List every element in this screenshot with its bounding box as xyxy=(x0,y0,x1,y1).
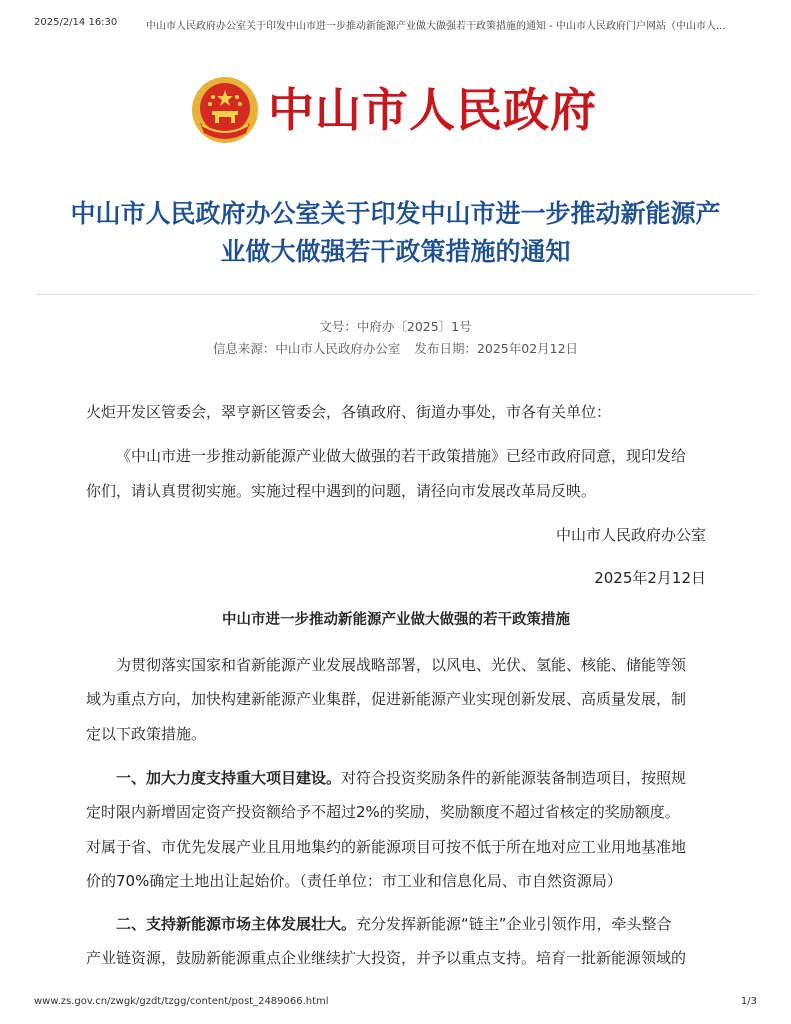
item-2-heading: 二、支持新能源市场主体发展壮大。 xyxy=(116,915,357,933)
paragraph-1-line-1: 《中山市进一步推动新能源产业做大做强的若干政策措施》已经市政府同意，现印发给 xyxy=(116,447,687,465)
doc-title xyxy=(40,195,751,271)
item-1-line-1 xyxy=(116,768,706,788)
doc-publish-date: 发布日期：2025年02月12日 xyxy=(414,341,579,356)
item-1-line-3: 对属于省、市优先发展产业且用地集约的新能源项目可按不低于所在地对应工业用地基准地 xyxy=(86,838,687,856)
item-1-line-1-rest: 对符合投资奖励条件的新能源装备制造项目，按照规 xyxy=(341,769,687,787)
item-1-line-2: 定时限内新增固定资产投资额给予不超过2%的奖励，奖励额度不超过省核定的奖励额度。 xyxy=(86,803,680,821)
doc-meta xyxy=(0,339,791,357)
item-2-line-2: 产业链资源，鼓励新能源重点企业继续扩大投资，并予以重点支持。培育一批新能源领域的 xyxy=(86,949,687,967)
print-header xyxy=(34,17,757,31)
paragraph-1-line-2: 你们，请认真贯彻实施。实施过程中遇到的问题，请径向市发展改革局反映。 xyxy=(86,482,597,500)
print-footer xyxy=(34,996,757,1010)
print-page-title: 中山市人民政府办公室关于印发中山市进一步推动新能源产业做大做强若干政策措施的通知 - 中山市人民政府门户网站（中山市人... xyxy=(146,21,726,32)
signature: 中山市人民政府办公室 xyxy=(555,526,706,544)
intro-line-2: 域为重点方向，加快构建新能源产业集群，促进新能源产业实现创新发展、高质量发展，制 xyxy=(86,690,687,708)
intro-line-3: 定以下政策措施。 xyxy=(86,725,207,743)
doc-source: 信息来源：中山市人民政府办公室 xyxy=(212,341,401,356)
sign-date: 2025年2月12日 xyxy=(594,569,706,587)
intro-line-1: 为贯彻落实国家和省新能源产业发展战略部署，以风电、光伏、氢能、核能、储能等领 xyxy=(116,656,687,674)
item-1-heading: 一、加大力度支持重大项目建设。 xyxy=(116,769,342,787)
doc-title-line-2: 业做大做强若干政策措施的通知 xyxy=(220,237,571,266)
page-indicator: 1/3 xyxy=(740,996,757,1007)
national-emblem-icon xyxy=(190,75,260,145)
doc-number: 文号：中府办〔2025〕1号 xyxy=(319,319,472,334)
salutation: 火炬开发区管委会，翠亨新区管委会，各镇政府、街道办事处，市各有关单位： xyxy=(86,403,612,421)
item-1-line-4: 价的70%确定土地出让起始价。（责任单位：市工业和信息化局、市自然资源局） xyxy=(86,872,622,890)
section-title: 中山市进一步推动新能源产业做大做强的若干政策措施 xyxy=(222,612,570,628)
site-name: 中山市人民政府 xyxy=(268,83,597,137)
print-url: www.zs.gov.cn/zwgk/gzdt/tzgg/content/post_2489066.html xyxy=(34,996,329,1007)
masthead xyxy=(0,75,791,145)
title-divider xyxy=(36,294,755,295)
item-2-line-1-rest: 充分发挥新能源“链主”企业引领作用，牵头整合 xyxy=(356,915,672,933)
item-2-line-1 xyxy=(116,914,706,934)
print-timestamp: 2025/2/14 16:30 xyxy=(34,17,118,28)
doc-title-line-1: 中山市人民政府办公室关于印发中山市进一步推动新能源产 xyxy=(70,199,721,228)
